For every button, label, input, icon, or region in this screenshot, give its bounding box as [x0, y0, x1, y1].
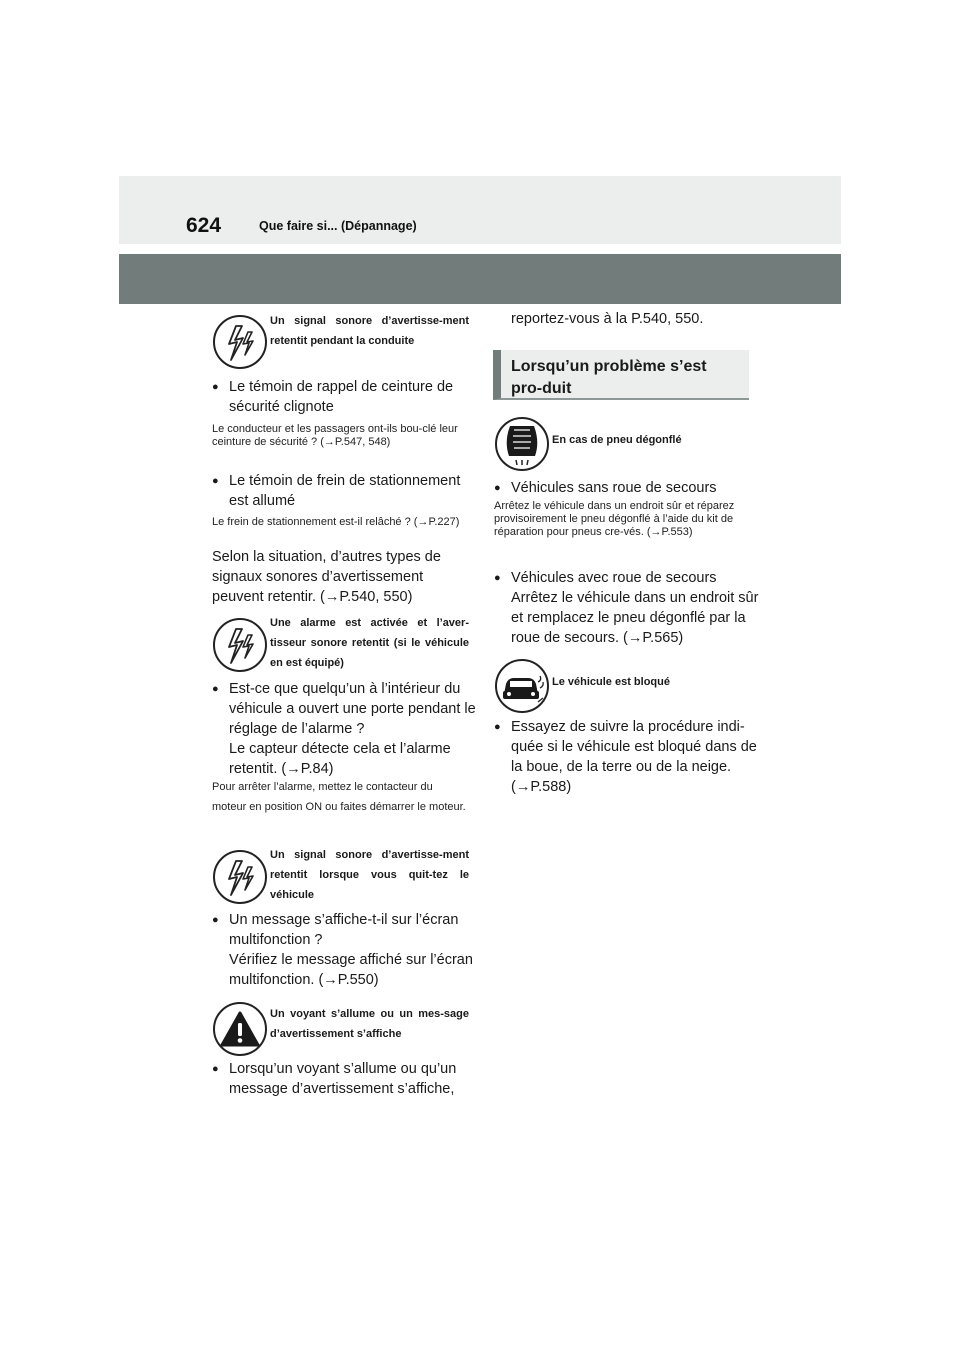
- chapter-title: Que faire si... (Dépannage): [259, 219, 417, 233]
- list-item: ● Lorsqu’un voyant s’allume ou qu’un message d’avertissement s’affiche,: [212, 1059, 483, 1099]
- note-text: Pour arrêter l’alarme, mettez le contacteur du moteur en position ON ou faites démarrer le moteur.: [212, 781, 466, 813]
- note-text: Le conducteur et les passagers ont-ils bou-clé leur ceinture de sécurité ? (→P.547, 548): [212, 423, 458, 448]
- flat-tire-icon: [494, 416, 550, 472]
- event-title: Un signal sonore d’avertisse-ment retentit pendant la conduite: [270, 315, 469, 347]
- note-text: Le frein de stationnement est-il relâché ? (→P.227): [212, 516, 460, 528]
- section-band: [119, 254, 841, 304]
- event-title: En cas de pneu dégonflé: [552, 434, 682, 446]
- event-title: Une alarme est activée et l’aver-tisseur sonore retentit (si le véhicule en est équipé): [270, 617, 469, 669]
- lightning-icon: [212, 849, 268, 905]
- event-title: Le véhicule est bloqué: [552, 676, 670, 688]
- list-item: ● Le témoin de frein de stationnement est allumé: [212, 471, 483, 511]
- header-band: [119, 176, 841, 244]
- list-item: ● Véhicules sans roue de secours: [494, 478, 765, 498]
- paragraph: Selon la situation, d’autres types de signaux sonores d’avertissement peuvent retentir. (→P.540, 550): [212, 549, 441, 605]
- list-item: ● Est-ce que quelqu’un à l’intérieur du véhicule a ouvert une porte pendant le réglage de l’alarme ? Le capteur détecte cela et l’alarme retentit. (→P.84): [212, 679, 483, 779]
- page-number: 624: [186, 214, 222, 237]
- lightning-icon: [212, 314, 268, 370]
- paragraph: reportez-vous à la P.540, 550.: [511, 311, 704, 327]
- list-item: ● Essayez de suivre la procédure indi-quée si le véhicule est bloqué dans de la boue, de la terre ou de la neige. (→P.588): [494, 717, 765, 797]
- lightning-icon: [212, 617, 268, 673]
- list-item: ● Un message s’affiche-t-il sur l’écran multifonction ? Vérifiez le message affiché sur l’écran multifonction. (→P.550): [212, 910, 483, 990]
- event-title: Un signal sonore d’avertisse-ment retentit lorsque vous quit-tez le véhicule: [270, 849, 469, 901]
- section-heading: Lorsqu’un problème s’est pro-duit: [493, 350, 749, 400]
- event-title: Un voyant s’allume ou un mes-sage d’avertissement s’affiche: [270, 1008, 469, 1040]
- stuck-car-icon: [494, 658, 550, 714]
- list-item: ● Le témoin de rappel de ceinture de sécurité clignote: [212, 377, 483, 417]
- note-text: Arrêtez le véhicule dans un endroit sûr et réparez provisoirement le pneu dégonflé à l’aide du kit de réparation pour pneus cre-vés. (→P.553): [494, 500, 735, 538]
- warning-triangle-icon: [212, 1001, 268, 1057]
- list-item: ● Véhicules avec roue de secours Arrêtez le véhicule dans un endroit sûr et remplacez le pneu dégonflé par la roue de secours. (→P.565): [494, 568, 765, 648]
